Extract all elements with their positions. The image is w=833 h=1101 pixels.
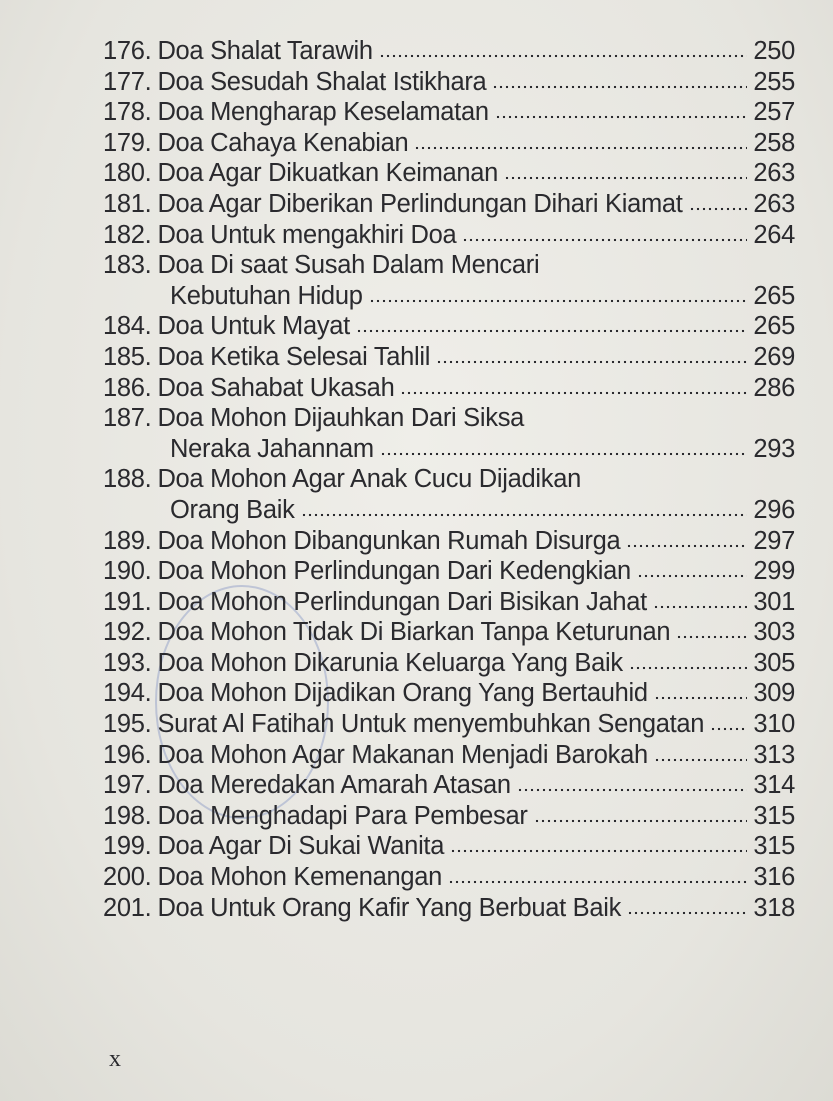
entry-title-continuation: Kebutuhan Hidup [170, 281, 363, 310]
dot-leader [653, 604, 747, 610]
entry-title: Doa Ketika Selesai Tahlil [157, 342, 431, 371]
entry-page-number: 257 [753, 98, 795, 127]
toc-entry [103, 862, 795, 893]
toc-entry-line [103, 281, 795, 312]
toc-entry [103, 617, 795, 648]
entry-title: Doa Agar Dikuatkan Keimanan [157, 159, 499, 188]
entry-number: 190. [103, 557, 152, 586]
entry-title: Doa Shalat Tarawih [157, 37, 373, 65]
toc-entry [103, 709, 795, 740]
toc-entry-line [103, 189, 795, 220]
dot-leader [301, 512, 748, 518]
entry-number: 178. [103, 98, 152, 127]
toc-entry [103, 740, 795, 771]
toc-entry-line [103, 893, 795, 924]
entry-number: 192. [103, 618, 152, 647]
entry-number: 181. [103, 189, 152, 218]
entry-number: 196. [103, 740, 152, 769]
entry-page-number: 313 [753, 740, 795, 769]
toc-entry-line [103, 158, 795, 189]
entry-title: Doa Untuk mengakhiri Doa [157, 220, 457, 249]
entry-number: 195. [103, 710, 152, 739]
toc-entry [103, 556, 795, 587]
entry-title: Doa Mohon Agar Makanan Menjadi Barokah [157, 740, 648, 769]
entry-title: Doa Mohon Kemenangan [157, 863, 443, 892]
toc-entry-line [103, 342, 795, 373]
dot-leader [436, 359, 747, 365]
toc-entry-line [103, 373, 795, 404]
toc-entry-line [103, 128, 795, 159]
entry-title: Doa Mohon Agar Anak Cucu Dijadikan [157, 465, 581, 494]
entry-number: 198. [103, 801, 152, 830]
toc-entry [103, 373, 795, 404]
toc-entry [103, 189, 795, 220]
toc-entry [103, 893, 795, 924]
entry-page-number: 315 [753, 832, 795, 861]
entry-number: 176. [103, 37, 152, 65]
entry-title: Doa Mohon Perlindungan Dari Bisikan Jahat [157, 587, 647, 616]
entry-number: 199. [103, 832, 152, 861]
dot-leader [448, 879, 747, 885]
toc-entry [103, 770, 795, 801]
toc-entry-line [103, 648, 795, 679]
entry-title: Doa Mohon Dikarunia Keluarga Yang Baik [157, 648, 623, 677]
dot-leader [710, 726, 747, 732]
toc-entry-line [103, 434, 795, 465]
entry-page-number: 286 [753, 373, 795, 402]
toc-entry-line [103, 97, 795, 128]
entry-number: 184. [103, 312, 152, 341]
toc-entry [103, 158, 795, 189]
toc-entry-line [103, 862, 795, 893]
entry-number: 185. [103, 342, 152, 371]
toc-entry-line [103, 67, 795, 98]
entry-number: 177. [103, 67, 152, 96]
entry-number: 197. [103, 771, 152, 800]
entry-title: Doa Untuk Orang Kafir Yang Berbuat Baik [157, 893, 622, 922]
entry-page-number: 310 [753, 710, 795, 739]
toc-entry-line [103, 311, 795, 342]
entry-title-continuation: Neraka Jahannam [170, 434, 374, 463]
entry-title: Surat Al Fatihah Untuk menyembuhkan Sengatan [157, 710, 705, 739]
entry-number: 201. [103, 893, 152, 922]
toc-entry [103, 67, 795, 98]
entry-page-number: 297 [753, 526, 795, 555]
toc-entry-line [103, 770, 795, 801]
dot-leader [495, 114, 748, 120]
entry-title: Doa Mohon Tidak Di Biarkan Tanpa Keturunan [157, 618, 671, 647]
entry-page-number: 305 [753, 648, 795, 677]
entry-number: 188. [103, 465, 152, 494]
entry-page-number: 299 [753, 557, 795, 586]
entry-page-number: 318 [753, 893, 795, 922]
toc-entry [103, 678, 795, 709]
page-folio: x [109, 1046, 121, 1072]
entry-title: Doa Sesudah Shalat Istikhara [157, 67, 487, 96]
entry-number: 189. [103, 526, 152, 555]
toc-entry-line [103, 831, 795, 862]
entry-number: 200. [103, 863, 152, 892]
toc-entry [103, 464, 795, 525]
entry-page-number: 265 [753, 281, 795, 310]
dot-leader [654, 757, 747, 763]
dot-leader [369, 298, 748, 304]
entry-number: 191. [103, 587, 152, 616]
entry-page-number: 315 [753, 801, 795, 830]
toc-entry [103, 526, 795, 557]
dot-leader [450, 848, 747, 854]
dot-leader [414, 145, 747, 151]
dot-leader [492, 84, 747, 90]
toc-entry-line [103, 495, 795, 526]
toc-entry-line [103, 36, 795, 67]
toc-entry-line [103, 740, 795, 771]
dot-leader [400, 390, 747, 396]
toc-entry-line [103, 526, 795, 557]
entry-title: Doa Agar Di Sukai Wanita [157, 832, 445, 861]
entry-title: Doa Mohon Dijadikan Orang Yang Bertauhid [157, 679, 648, 708]
entry-page-number: 314 [753, 771, 795, 800]
entry-number: 182. [103, 220, 152, 249]
dot-leader [676, 634, 747, 640]
dot-leader [504, 175, 747, 181]
entry-number: 179. [103, 128, 152, 157]
entry-title: Doa Mohon Dibangunkan Rumah Disurga [157, 526, 621, 555]
entry-page-number: 264 [753, 220, 795, 249]
entry-page-number: 296 [753, 495, 795, 524]
entry-title: Doa Menghadapi Para Pembesar [157, 801, 528, 830]
toc-entry-line [103, 403, 795, 434]
toc-entry [103, 831, 795, 862]
toc-entry [103, 342, 795, 373]
entry-title: Doa Untuk Mayat [157, 312, 350, 341]
dot-leader [637, 573, 747, 579]
entry-page-number: 293 [753, 434, 795, 463]
entry-page-number: 316 [753, 863, 795, 892]
entry-number: 183. [103, 251, 152, 280]
entry-number: 186. [103, 373, 152, 402]
dot-leader [627, 910, 747, 916]
entry-page-number: 263 [753, 159, 795, 188]
toc-entry-line [103, 617, 795, 648]
toc-entry [103, 648, 795, 679]
toc-entry-line [103, 250, 795, 281]
dot-leader [629, 665, 748, 671]
entry-number: 194. [103, 679, 152, 708]
entry-page-number: 309 [753, 679, 795, 708]
dot-leader [462, 237, 747, 243]
entry-page-number: 263 [753, 189, 795, 218]
entry-title: Doa Agar Diberikan Perlindungan Dihari Kiamat [157, 189, 683, 218]
entry-page-number: 250 [753, 37, 795, 65]
dot-leader [517, 787, 748, 793]
dot-leader [654, 695, 748, 701]
entry-title: Doa Sahabat Ukasah [157, 373, 395, 402]
entry-page-number: 303 [753, 618, 795, 647]
dot-leader [626, 543, 747, 549]
toc-entry-line [103, 678, 795, 709]
toc-entry-line [103, 220, 795, 251]
table-of-contents [103, 36, 795, 923]
entry-page-number: 255 [753, 67, 795, 96]
entry-number: 180. [103, 159, 152, 188]
toc-entry [103, 311, 795, 342]
dot-leader [534, 818, 748, 824]
toc-entry [103, 36, 795, 67]
entry-title-continuation: Orang Baik [170, 495, 295, 524]
entry-title: Doa Mohon Dijauhkan Dari Siksa [157, 404, 525, 433]
toc-entry [103, 250, 795, 311]
dot-leader [380, 451, 747, 457]
toc-entry [103, 587, 795, 618]
toc-entry [103, 220, 795, 251]
toc-entry-line [103, 556, 795, 587]
entry-title: Doa Di saat Susah Dalam Mencari [157, 251, 540, 280]
toc-entry [103, 97, 795, 128]
toc-entry-line [103, 464, 795, 495]
entry-number: 193. [103, 648, 152, 677]
entry-page-number: 258 [753, 128, 795, 157]
toc-entry [103, 403, 795, 464]
dot-leader [356, 328, 747, 334]
entry-title: Doa Mohon Perlindungan Dari Kedengkian [157, 557, 631, 586]
toc-entry [103, 128, 795, 159]
toc-entry [103, 801, 795, 832]
entry-page-number: 265 [753, 312, 795, 341]
entry-page-number: 301 [753, 587, 795, 616]
toc-entry-line [103, 587, 795, 618]
entry-title: Doa Meredakan Amarah Atasan [157, 771, 511, 800]
entry-page-number: 269 [753, 342, 795, 371]
toc-entry-line [103, 801, 795, 832]
entry-number: 187. [103, 404, 152, 433]
toc-entry-line [103, 709, 795, 740]
dot-leader [689, 206, 748, 212]
entry-title: Doa Mengharap Keselamatan [157, 98, 489, 127]
dot-leader [379, 53, 748, 59]
entry-title: Doa Cahaya Kenabian [157, 128, 409, 157]
